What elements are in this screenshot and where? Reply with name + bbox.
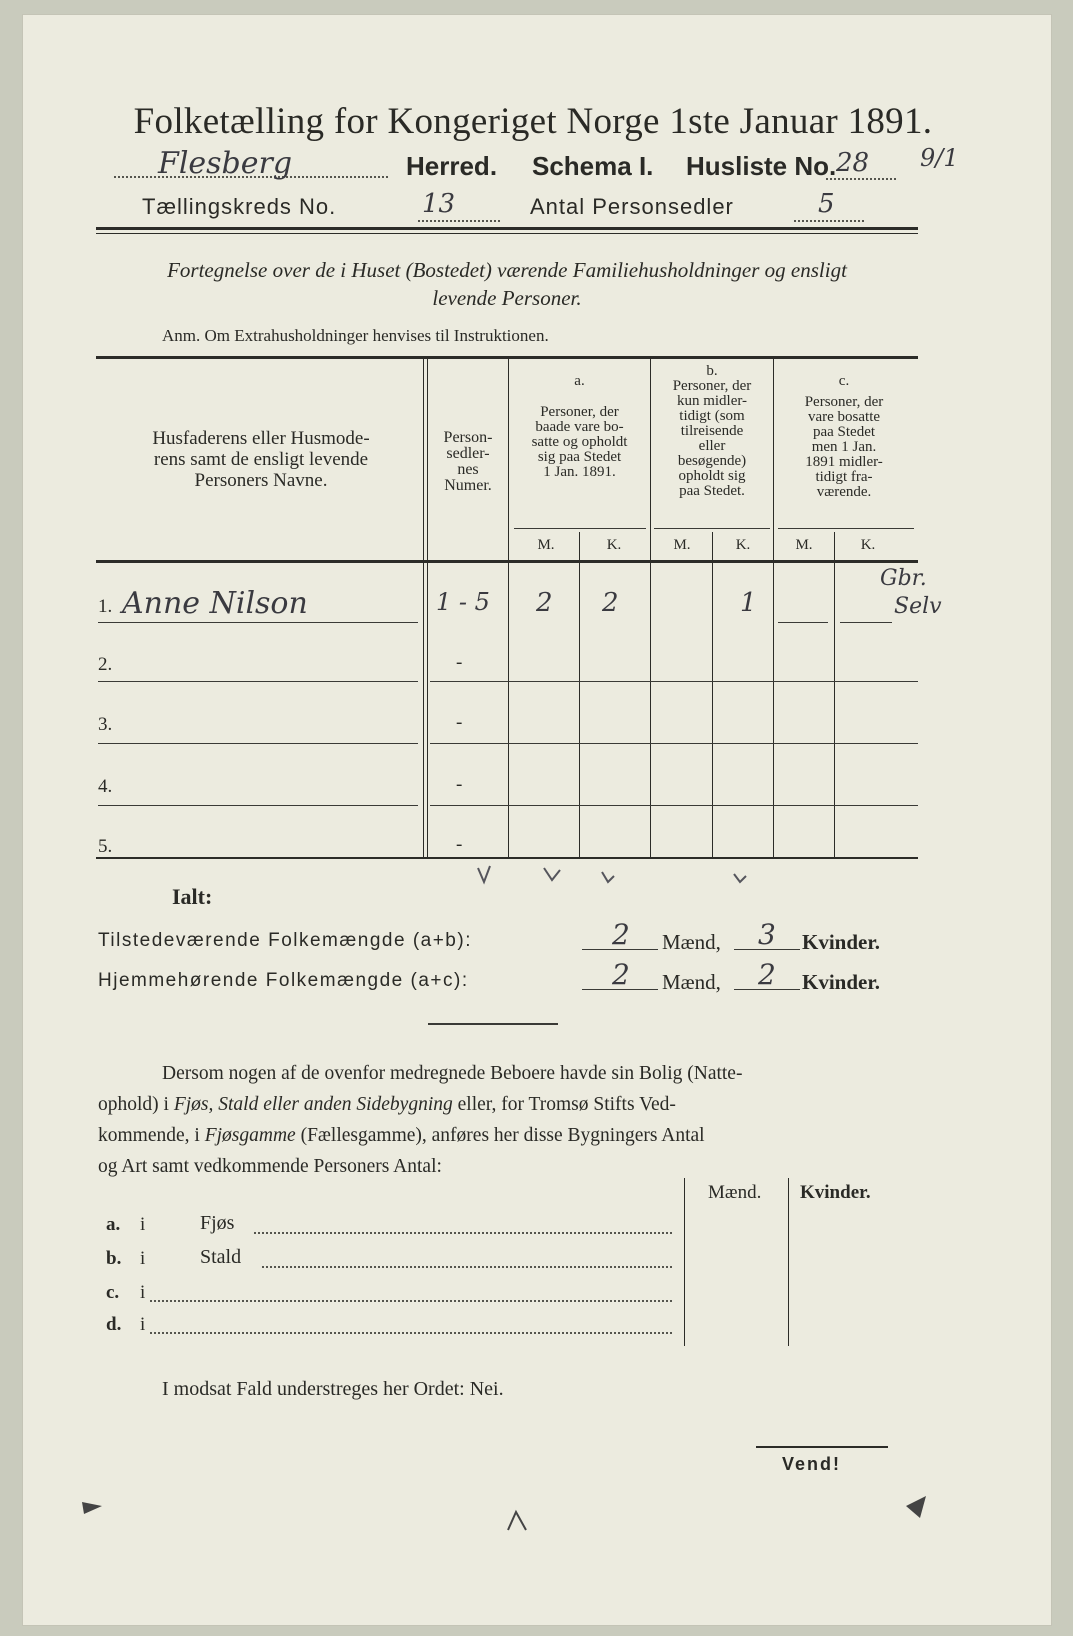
hjem-maend-word: Mænd, xyxy=(662,970,721,994)
building-a-letter: a. xyxy=(106,1214,121,1235)
row-2-sedler: - xyxy=(456,652,463,673)
col-header-a-l5: 1 Jan. 1891. xyxy=(543,464,616,480)
buildings-paragraph-l4: og Art samt vedkommende Personers Antal: xyxy=(98,1156,442,1177)
buildings-paragraph-l3c: (Fællesgamme), anføres her disse Bygningers Antal xyxy=(295,1125,705,1146)
footer-note: I modsat Fald understreges her Ordet: Nei. xyxy=(162,1378,504,1400)
col-header-a-letter: a. xyxy=(574,373,585,389)
row-3-line-right xyxy=(430,743,918,744)
tilst-maend-value: 2 xyxy=(612,918,630,951)
col-header-b-l8: paa Stedet. xyxy=(679,483,745,499)
building-a-prep: i xyxy=(140,1214,146,1235)
col-header-b-l4: tilreisende xyxy=(680,423,744,439)
antal-label: Antal Personsedler xyxy=(530,194,734,219)
col-header-c-l2: vare bosatte xyxy=(807,409,881,425)
kreds-dotted-line xyxy=(418,220,500,222)
building-c-letter: c. xyxy=(106,1282,120,1303)
registration-mark-icon xyxy=(78,1492,108,1522)
col-header-name-l3: Personers Navne. xyxy=(194,470,328,491)
husliste-extra: 9/1 xyxy=(920,144,959,172)
row-1-num: 1. xyxy=(98,596,113,617)
schema-label: Schema I. xyxy=(532,151,654,181)
building-b-dots xyxy=(262,1266,672,1268)
col-header-num xyxy=(428,430,508,494)
kreds-label: Tællingskreds No. xyxy=(142,194,337,219)
col-header-name xyxy=(106,428,416,491)
margin-note-2: Selv xyxy=(894,594,942,619)
husliste-dotted-line xyxy=(826,178,896,180)
row-4-line-right xyxy=(430,805,918,806)
buildings-paragraph-l1: Dersom nogen af de ovenfor medregnede Beboere havde sin Bolig (Natte- xyxy=(162,1063,743,1084)
table-top-rule xyxy=(96,356,918,359)
a-sub-rule xyxy=(514,528,646,529)
row-3-line xyxy=(98,743,418,744)
antal-value: 5 xyxy=(818,189,835,219)
row-2-num: 2. xyxy=(98,654,113,675)
c-sub-rule xyxy=(778,528,914,529)
row-2-line xyxy=(98,681,418,682)
col-header-num-l2: sedler- xyxy=(446,445,490,462)
section-divider xyxy=(428,1023,558,1025)
buildings-paragraph xyxy=(98,1058,918,1182)
table-header-rule xyxy=(96,560,918,563)
building-c-dots xyxy=(150,1300,672,1302)
check-mark-icon xyxy=(602,872,614,882)
check-marks xyxy=(462,862,762,892)
registration-mark-icon xyxy=(502,1506,532,1536)
intro-line-2: levende Personer. xyxy=(432,286,582,310)
husliste-value: 28 xyxy=(836,148,870,178)
building-a-dots xyxy=(254,1232,672,1234)
buildings-col-maend: Mænd. xyxy=(708,1182,762,1203)
check-mark-icon xyxy=(544,868,560,880)
col-header-name-l1: Husfaderens eller Husmode- xyxy=(152,428,370,449)
antal-dotted-line xyxy=(794,220,864,222)
buildings-paragraph-l3b: Fjøsgamme xyxy=(204,1125,296,1146)
check-mark-icon xyxy=(734,874,746,882)
col-header-num-l1: Person- xyxy=(443,429,493,446)
col-header-num-l4: Numer. xyxy=(444,477,492,494)
col-header-c-l5: 1891 midler- xyxy=(805,454,883,470)
intro-line-1: Fortegnelse over de i Huset (Bostedet) værende Familiehusholdninger og ensligt xyxy=(167,258,847,282)
a-k-header: K. xyxy=(606,537,622,553)
b-k-header: K. xyxy=(735,537,751,553)
vend-label: Vend! xyxy=(782,1454,842,1474)
header-rule-thick xyxy=(96,227,918,230)
buildings-paragraph-l2b: Fjøs, Stald eller anden Sidebygning xyxy=(173,1094,453,1115)
building-b-letter: b. xyxy=(106,1248,122,1269)
herred-value: Flesberg xyxy=(158,146,293,181)
col-header-b-l5: eller xyxy=(698,438,726,454)
husliste-label: Husliste No. xyxy=(686,151,837,181)
col-divider-1 xyxy=(423,359,424,857)
row-1-a-m: 2 xyxy=(536,588,553,618)
buildings-paragraph-l2 xyxy=(98,1089,918,1120)
col-header-c-l4: men 1 Jan. xyxy=(811,439,877,455)
col-divider-c-mk xyxy=(834,532,835,857)
registration-mark-icon xyxy=(902,1492,932,1522)
col-divider-b-mk xyxy=(712,532,713,857)
buildings-col-kvinder: Kvinder. xyxy=(800,1182,871,1203)
c-k-header: K. xyxy=(860,537,876,553)
col-header-c-l6: tidigt fra- xyxy=(815,469,873,485)
row-1-sedler: 1 - 5 xyxy=(436,588,490,616)
col-header-c-l3: paa Stedet xyxy=(812,424,876,440)
hjem-kvinder-value: 2 xyxy=(758,958,776,991)
building-d-letter: d. xyxy=(106,1314,122,1335)
col-header-c-letter: c. xyxy=(838,373,850,389)
buildings-col-divider-1 xyxy=(684,1178,685,1346)
row-3-sedler: - xyxy=(456,712,463,733)
row-1-b-k: 1 xyxy=(740,588,757,618)
col-header-b-l2: kun midler- xyxy=(676,393,748,409)
row-5-num: 5. xyxy=(98,836,113,857)
col-header-a xyxy=(509,374,650,480)
kreds-value: 13 xyxy=(422,189,456,219)
col-header-num-l3: nes xyxy=(457,461,479,478)
b-m-header: M. xyxy=(673,537,691,553)
building-a-label: Fjøs xyxy=(200,1212,235,1234)
tilst-kvinder-word: Kvinder. xyxy=(802,930,880,954)
vend-rule xyxy=(756,1446,888,1448)
census-form-page xyxy=(22,14,1052,1626)
col-header-a-l1: Personer, der xyxy=(540,404,619,420)
margin-note-1: Gbr. xyxy=(880,566,927,591)
buildings-col-divider-2 xyxy=(788,1178,789,1346)
col-header-c-l7: værende. xyxy=(816,484,872,500)
buildings-paragraph-l3a: kommende, i xyxy=(98,1125,205,1146)
row-2-line-right xyxy=(430,681,918,682)
herred-label: Herred. xyxy=(406,151,498,181)
tilst-maend-word: Mænd, xyxy=(662,930,721,954)
buildings-paragraph-l3 xyxy=(98,1120,918,1151)
col-header-b-l1: Personer, der xyxy=(672,378,752,394)
col-header-b-l7: opholdt sig xyxy=(678,468,746,484)
building-c-prep: i xyxy=(140,1282,146,1303)
col-header-b-l6: besøgende) xyxy=(677,453,747,469)
ialt-label: Ialt: xyxy=(172,884,213,909)
col-header-name-l2: rens samt de ensligt levende xyxy=(153,449,369,470)
col-divider-a-mk xyxy=(579,532,580,857)
hjem-maend-value: 2 xyxy=(612,958,630,991)
col-header-b-l3: tidigt (som xyxy=(679,408,745,424)
buildings-paragraph-l2a: ophold) i xyxy=(98,1094,174,1115)
row-5-sedler: - xyxy=(456,834,463,855)
hjem-label: Hjemmehørende Folkemængde (a+c): xyxy=(98,970,469,991)
col-header-a-l4: sig paa Stedet xyxy=(537,449,622,465)
building-b-label: Stald xyxy=(200,1246,242,1268)
row-1-a-k: 2 xyxy=(602,588,619,618)
col-header-a-l2: baade vare bo- xyxy=(535,419,624,435)
check-mark-icon xyxy=(478,866,490,882)
table-bottom-rule xyxy=(96,857,918,859)
row-4-sedler: - xyxy=(456,774,463,795)
col-header-a-l3: satte og opholdt xyxy=(531,434,628,450)
building-d-prep: i xyxy=(140,1314,146,1335)
b-sub-rule xyxy=(654,528,770,529)
col-header-c-l1: Personer, der xyxy=(804,394,884,410)
form-title: Folketælling for Kongeriget Norge 1ste Januar 1891. xyxy=(133,101,933,142)
c-m-header: M. xyxy=(795,537,813,553)
row-1-name: Anne Nilson xyxy=(122,586,308,621)
row-1-ck-line xyxy=(840,622,892,623)
row-1-cm-line xyxy=(778,622,828,623)
anm-note: Anm. Om Extrahusholdninger henvises til Instruktionen. xyxy=(162,326,549,345)
row-4-num: 4. xyxy=(98,776,113,797)
buildings-paragraph-l2c: eller, for Tromsø Stifts Ved- xyxy=(452,1094,676,1115)
hjem-kvinder-word: Kvinder. xyxy=(802,970,880,994)
col-header-b xyxy=(651,364,773,499)
col-header-c xyxy=(774,374,914,500)
tilst-label: Tilstedeværende Folkemængde (a+b): xyxy=(98,930,472,951)
tilst-kvinder-value: 3 xyxy=(758,918,776,951)
header-rule-thin xyxy=(96,233,918,234)
building-d-dots xyxy=(150,1332,672,1334)
row-4-line xyxy=(98,805,418,806)
col-header-b-letter: b. xyxy=(706,363,718,379)
building-b-prep: i xyxy=(140,1248,146,1269)
row-3-num: 3. xyxy=(98,714,113,735)
row-1-name-line xyxy=(98,622,418,623)
a-m-header: M. xyxy=(537,537,555,553)
